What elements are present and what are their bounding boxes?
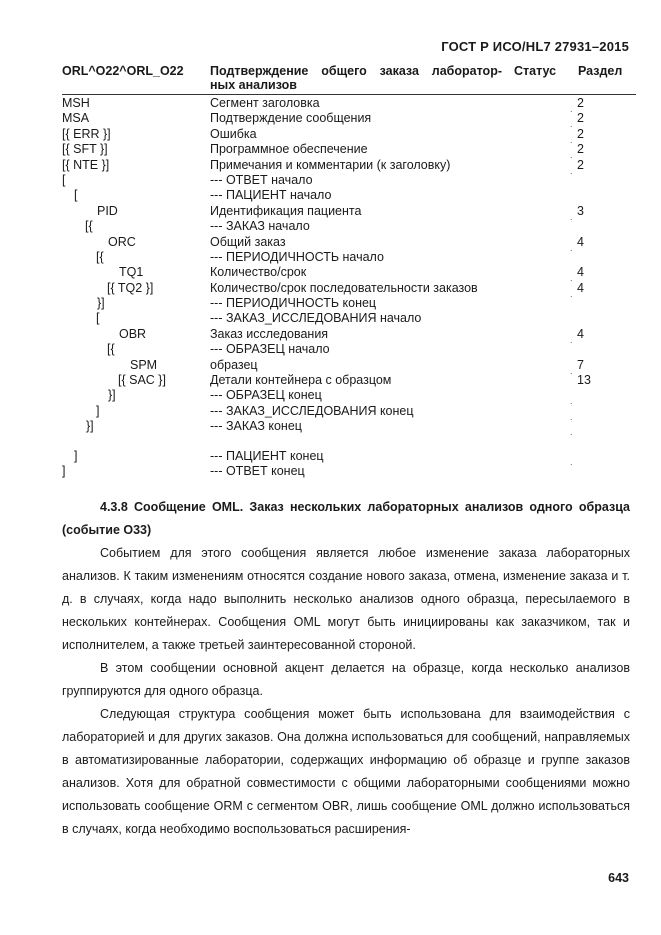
description-cell: --- ПАЦИЕНТ конец <box>210 448 324 463</box>
section-cell: 3 <box>577 203 584 218</box>
table-row <box>62 311 636 326</box>
column-header-description <box>210 64 502 92</box>
page-number: 643 <box>608 871 629 885</box>
table-row <box>62 373 636 388</box>
description-cell: Количество/срок <box>210 265 307 280</box>
table-row: MSH Сегмент заголовка . 2 <box>62 96 584 114</box>
section-cell: 2 <box>577 126 584 141</box>
column-header-status: Статус <box>514 64 557 78</box>
section-cell: 4 <box>577 234 584 249</box>
segment-cell: MSA <box>62 111 90 126</box>
segment-cell: [ <box>96 311 100 326</box>
table-row: [{ SFT }] Программное обеспечение . 2 <box>62 142 584 161</box>
table-row <box>62 250 636 265</box>
table-row <box>62 219 636 234</box>
description-cell: Сегмент заголовка <box>210 96 320 110</box>
segment-cell: PID <box>97 203 118 218</box>
description-cell: Количество/срок последовательности заказов <box>210 280 478 295</box>
table-row: }] --- ОБРАЗЕЦ конец . <box>108 388 573 407</box>
table-row <box>62 188 636 203</box>
description-cell: --- ЗАКАЗ_ИССЛЕДОВАНИЯ начало <box>210 311 422 326</box>
segment-cell: }] <box>97 296 105 311</box>
section-cell: 2 <box>577 142 584 157</box>
description-cell: Общий заказ <box>210 234 286 249</box>
description-cell: --- ПЕРИОДИЧНОСТЬ начало <box>210 249 384 264</box>
column-header-section: Раздел <box>578 64 623 78</box>
description-cell: --- ОТВЕТ начало <box>210 172 313 187</box>
section-cell: 2 <box>577 96 584 110</box>
segment-cell: [{ NTE }] <box>62 157 110 172</box>
segment-cell: ] <box>96 403 100 418</box>
description-cell: Идентификация пациента <box>210 203 362 218</box>
segment-cell: [{ SAC }] <box>118 373 166 388</box>
table-row: SPM образец . 7 <box>130 357 584 376</box>
description-cell: Ошибка <box>210 126 257 141</box>
paragraph: Событием для этого сообщения является любое изменение заказа лабораторных анализов. К таким изменениям относятся создание нового заказа, отмена, изменение заказа и т. д. в случаях, когда надо выполнить несколько анализов одного образца, пересылаемого в нескольких контейнерах. Сообщения OML могут быть инициированы как заказчиком, так и исполнителем, а также третьей заинтересованной стороной. <box>62 546 630 652</box>
description-cell: --- ЗАКАЗ начало <box>210 219 310 234</box>
segment-cell: [ <box>74 188 78 203</box>
column-header-segment: ORL^O22^ORL_O22 <box>62 64 184 78</box>
paragraph: Следующая структура сообщения может быть использована для взаимодействия с лабораторией и для других заказов. Она должна использоваться для сообщений, направляемых в автоматизированные лаборатории, содержащих информацию об образце и группе заказов анализов. Хотя для обратной совместимости с общими лабораторными сообщениями можно использовать сообщение ORM с сегментом OBR, лишь сообщение OML должно использоваться в случаях, когда необходимо воспользоваться расширения- <box>62 707 630 836</box>
description-cell: --- ЗАКАЗ конец <box>210 419 302 434</box>
table-row: PID Идентификация пациента . 3 <box>97 203 584 222</box>
description-cell: --- ОТВЕТ конец <box>210 463 305 478</box>
table-row: [{ TQ2 }] Количество/срок последовательности заказов . 4 <box>107 280 584 299</box>
table-row: [{ NTE }] Примечания и комментарии (к заголовку) . 2 <box>62 157 584 176</box>
segment-cell: MSH <box>62 96 90 110</box>
segment-cell: [{ SFT }] <box>62 142 108 157</box>
segment-cell: ] <box>74 448 78 463</box>
segment-cell: TQ1 <box>119 265 144 280</box>
table-row: TQ1 Количество/срок . 4 <box>119 265 584 284</box>
table-row: }] --- ЗАКАЗ конец . <box>86 419 573 438</box>
table-body <box>62 95 636 479</box>
segment-cell: [{ ERR }] <box>62 126 111 141</box>
section-cell: 4 <box>577 280 584 295</box>
description-cell: Детали контейнера с образцом <box>210 373 392 388</box>
description-cell: --- ПАЦИЕНТ начало <box>210 188 332 203</box>
description-cell: --- ПЕРИОДИЧНОСТЬ конец <box>210 296 377 311</box>
section-cell: 7 <box>577 357 584 372</box>
table-row <box>62 173 636 188</box>
table-header <box>62 64 636 95</box>
table-row: [{ ERR }] Ошибка . 2 <box>62 126 584 145</box>
segment-cell: ORC <box>108 234 136 249</box>
description-cell: Программное обеспечение <box>210 142 368 157</box>
table-row: ORC Общий заказ . 4 <box>108 234 584 253</box>
section-cell: 13 <box>577 373 591 388</box>
description-cell: --- ОБРАЗЕЦ начало <box>210 342 330 357</box>
section-cell: 4 <box>577 326 584 341</box>
section-heading: 4.3.8 Сообщение OML. Заказ нескольких лабораторных анализов одного образца (событие O33) <box>62 500 630 537</box>
paragraph: В этом сообщении основной акцент делается на образце, когда несколько анализов группируются для одного образца. <box>62 661 630 698</box>
segment-cell: [{ <box>85 219 93 234</box>
table-row <box>62 464 636 479</box>
segment-cell: OBR <box>119 326 147 341</box>
description-cell: Подтверждение сообщения <box>210 111 372 126</box>
table-row <box>62 342 636 357</box>
segment-cell: [{ <box>107 342 115 357</box>
segment-cell: }] <box>86 419 94 434</box>
section-body <box>62 496 630 841</box>
table-row: OBR Заказ исследования . 4 <box>119 326 584 345</box>
section-cell: 2 <box>577 157 584 172</box>
description-cell: --- ЗАКАЗ_ИССЛЕДОВАНИЯ конец <box>210 403 414 418</box>
section-cell: 4 <box>577 265 584 280</box>
description-cell: --- ОБРАЗЕЦ конец <box>210 388 322 403</box>
segment-cell: [{ TQ2 }] <box>107 280 154 295</box>
description-cell: образец <box>210 357 258 372</box>
segment-cell: }] <box>108 388 116 403</box>
description-cell: Примечания и комментарии (к заголовку) <box>210 157 451 172</box>
table-row <box>62 296 636 311</box>
table-row: ] --- ЗАКАЗ_ИССЛЕДОВАНИЯ конец . <box>96 403 573 422</box>
segment-cell: ] <box>62 463 66 478</box>
table-row: MSA Подтверждение сообщения . 2 <box>62 111 584 130</box>
segment-cell: SPM <box>130 357 158 372</box>
segment-cell: [{ <box>96 249 104 264</box>
document-standard-header: ГОСТ Р ИСО/HL7 27931–2015 <box>441 39 629 54</box>
table-row: ] --- ПАЦИЕНТ конец . <box>74 448 573 467</box>
segment-cell: [ <box>62 172 66 187</box>
column-header-description-line2: ных анализов <box>210 78 297 92</box>
message-structure-table <box>62 64 636 479</box>
column-header-description-line1: Подтверждение общего заказа лаборатор- <box>210 64 502 78</box>
section-cell: 2 <box>577 111 584 126</box>
description-cell: Заказ исследования <box>210 326 329 341</box>
